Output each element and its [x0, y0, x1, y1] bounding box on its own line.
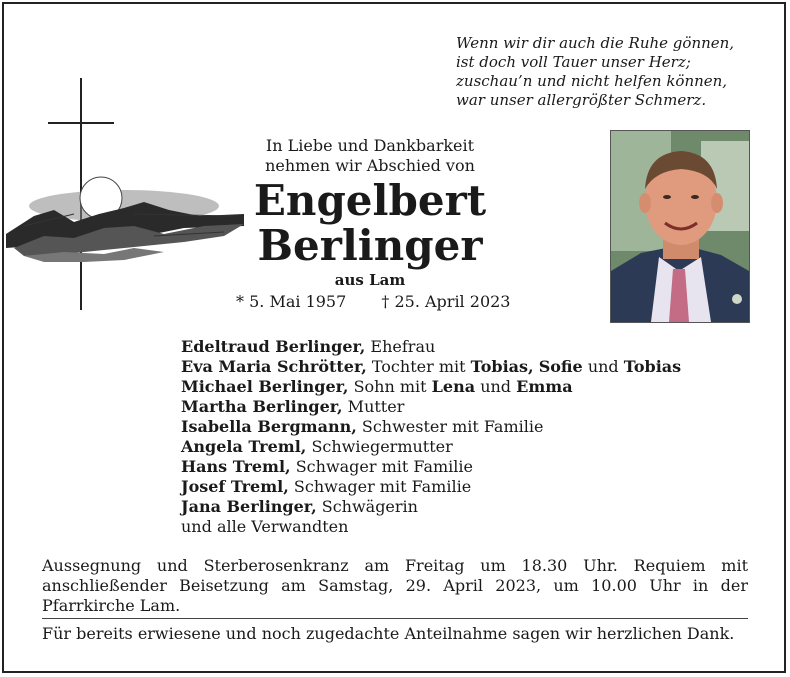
family-member: Martha Berlinger, Mutter	[181, 397, 405, 416]
relatives-line: und alle Verwandten	[181, 517, 349, 536]
family-member: Angela Treml, Schwiegermutter	[181, 437, 453, 456]
last-name: Berlinger	[257, 221, 483, 270]
family-member: Josef Treml, Schwager mit Familie	[181, 477, 472, 496]
family-list	[181, 337, 681, 537]
family-member: Isabella Bergmann, Schwester mit Familie	[181, 417, 544, 436]
poem-line: war unser allergrößter Schmerz.	[456, 91, 707, 109]
family-member: Edeltraud Berlinger, Ehefrau	[181, 337, 436, 356]
poem-line: zuschau’n und nicht helfen können,	[456, 72, 728, 90]
divider	[42, 618, 748, 619]
cross-landscape-illustration	[4, 76, 249, 320]
death-date: † 25. April 2023	[381, 292, 511, 311]
family-member: Michael Berlinger, Sohn mit Lena und Emma	[181, 377, 573, 396]
poem	[456, 34, 756, 110]
family-member: Hans Treml, Schwager mit Familie	[181, 457, 473, 476]
thanks-text: Für bereits erwiesene und noch zugedachte Anteilnahme sagen wir herzlichen Dank.	[42, 624, 735, 643]
family-member: Eva Maria Schrötter, Tochter mit Tobias, Sofie und Tobias	[181, 357, 682, 376]
portrait-photo	[610, 130, 750, 323]
service-info: Aussegnung und Sterberosenkranz am Freitag um 18.30 Uhr. Requiem mit anschließender Beisetzung am Samstag, 29. April 2023, um 10.00 Uhr in der Pfarrkirche Lam.	[42, 556, 748, 615]
first-name: Engelbert	[253, 176, 487, 225]
deceased-name	[240, 178, 500, 268]
intro-text	[250, 136, 490, 176]
origin: aus Lam	[334, 271, 406, 289]
poem-line: Wenn wir dir auch die Ruhe gönnen,	[456, 34, 735, 52]
birth-date: * 5. Mai 1957	[236, 292, 347, 311]
poem-line: ist doch voll Tauer unser Herz;	[456, 53, 691, 71]
life-dates	[236, 292, 516, 311]
intro-line: In Liebe und Dankbarkeit	[265, 136, 475, 155]
family-member: Jana Berlinger, Schwägerin	[181, 497, 418, 516]
intro-line: nehmen wir Abschied von	[265, 156, 475, 175]
